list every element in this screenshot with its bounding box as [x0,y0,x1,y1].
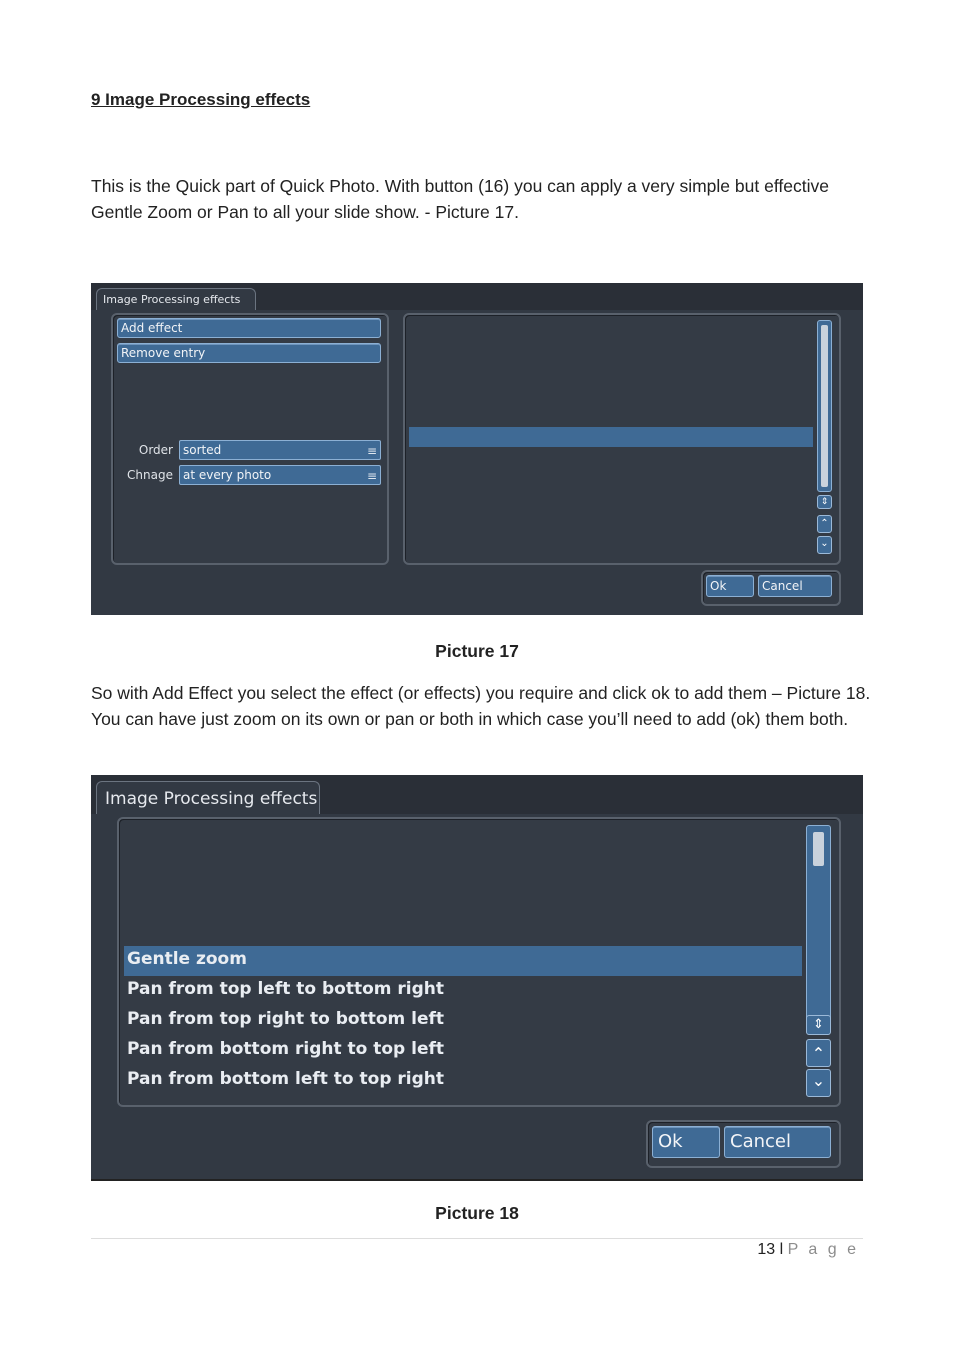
order-value: sorted [183,443,222,457]
list-item[interactable]: Pan from bottom right to top left [127,1039,445,1059]
change-value: at every photo [183,468,272,482]
scrollbar[interactable] [806,825,831,1033]
chevron-up-icon[interactable]: ⌃ [817,515,832,533]
intro-paragraph: This is the Quick part of Quick Photo. With button (16) you can apply a very simple but effective Gentle Zoom or Pan to all your slide show. - Picture 17. [91,176,829,222]
picture-17-caption: Picture 17 [435,641,519,661]
dialog-tab-title: Image Processing effects [96,781,320,815]
page-number [757,1241,859,1259]
add-effect-button[interactable]: Add effect [117,318,381,338]
picture-17-screenshot [91,283,863,615]
scroll-thumb[interactable] [813,832,824,866]
scroll-updown-icon[interactable]: ⇕ [817,495,832,509]
chevron-down-icon[interactable]: ⌄ [817,536,832,554]
section-heading: 9 Image Processing effects [91,90,311,109]
page-number-value: 13 [757,1241,776,1258]
picture-18-screenshot [91,775,863,1179]
dialog-tab-title: Image Processing effects [96,288,256,310]
order-label: Order [138,443,173,457]
ok-button[interactable]: Ok [652,1126,720,1158]
middle-paragraph: So with Add Effect you select the effect (or effects) you require and click ok to add them – Picture 18. You can have just zoom on its own or pan or both in which case you’ll need to add (ok) them both. [91,683,871,729]
list-selection-row[interactable] [409,427,813,447]
picture-18-caption: Picture 18 [435,1203,519,1223]
ok-button[interactable]: Ok [706,575,754,597]
change-select[interactable] [179,465,381,485]
chevron-down-icon[interactable]: ⌄ [806,1069,831,1097]
scroll-thumb[interactable] [821,325,828,487]
chevron-up-icon[interactable]: ⌃ [806,1039,831,1067]
scrollbar[interactable] [817,320,832,492]
remove-entry-button[interactable]: Remove entry [117,343,381,363]
cancel-button[interactable]: Cancel [758,575,832,597]
change-label: Chnage [127,468,173,482]
cancel-button[interactable]: Cancel [724,1126,831,1158]
page-separator: l [775,1241,788,1258]
list-item[interactable]: Pan from top right to bottom left [127,1009,445,1029]
scroll-updown-icon[interactable]: ⇕ [806,1015,831,1035]
order-select[interactable] [179,440,381,460]
footer-divider [91,1238,863,1239]
menu-icon: ≡ [366,444,377,458]
page-word: P a g e [787,1241,859,1258]
list-item[interactable]: Gentle zoom [127,949,247,969]
menu-icon: ≡ [366,469,377,483]
list-item[interactable]: Pan from top left to bottom right [127,979,445,999]
picture-divider [91,1179,863,1181]
list-item[interactable]: Pan from bottom left to top right [127,1069,445,1089]
